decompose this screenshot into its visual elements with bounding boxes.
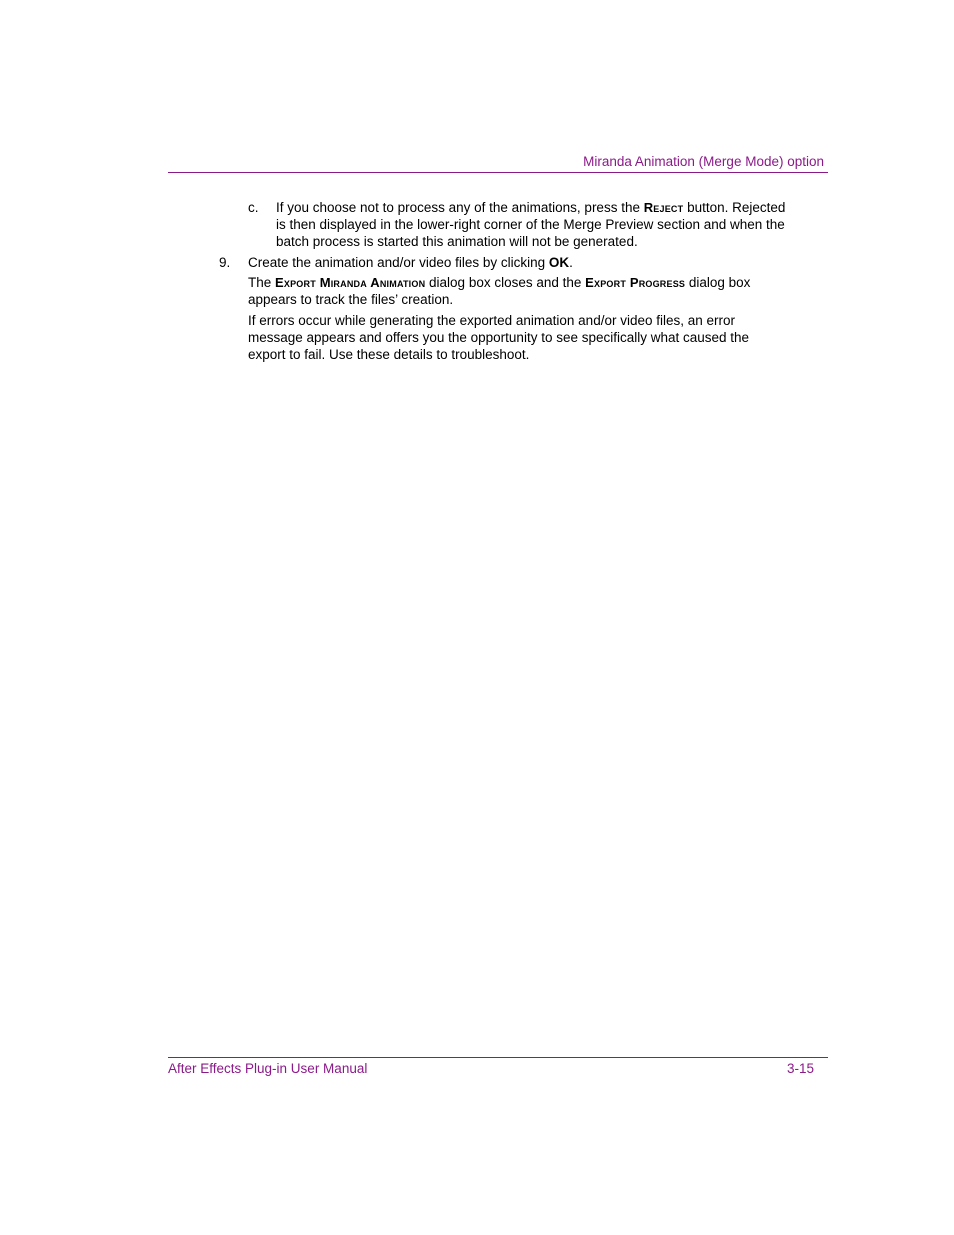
step-9-paragraph-3: If errors occur while generating the exported animation and/or video files, an error message appears and offers you the opportunity to see specifically what caused the export to fail. Use these details to troubleshoot. bbox=[248, 312, 750, 363]
export-progress-dialog-label: Export Progress bbox=[585, 275, 686, 291]
step-9-para2-text-2: dialog box closes and the bbox=[425, 275, 586, 291]
step-c bbox=[248, 199, 788, 251]
step-9-text-1: Create the animation and/or video files by clicking bbox=[248, 255, 549, 270]
step-9-content bbox=[248, 254, 788, 363]
footer-manual-title: After Effects Plug-in User Manual bbox=[168, 1061, 368, 1076]
step-c-marker: c. bbox=[248, 200, 259, 215]
footer-page-number: 3-15 bbox=[786, 1061, 814, 1076]
ok-button-label: OK bbox=[548, 255, 570, 270]
running-header-title: Miranda Animation (Merge Mode) option bbox=[583, 154, 824, 169]
export-miranda-animation-dialog-label: Export Miranda Animation bbox=[275, 275, 426, 291]
step-9-para2-text-1: The bbox=[248, 275, 276, 291]
step-9-para2-text-3: dialog box appears to track the files’ creation. bbox=[248, 275, 751, 308]
step-9-paragraph-2 bbox=[248, 274, 788, 308]
reject-button-label: Reject bbox=[643, 200, 684, 215]
footer-divider bbox=[168, 1057, 828, 1058]
step-9 bbox=[219, 254, 789, 363]
header-divider bbox=[168, 172, 828, 173]
step-9-text-2: . bbox=[569, 255, 573, 270]
step-c-text-2: button. Rejected is then displayed in the lower-right corner of the Merge Preview section and when the batch process is started this animation will not be generated. bbox=[276, 200, 786, 250]
step-c-text-1: If you choose not to process any of the animations, press the bbox=[276, 200, 644, 215]
step-c-content bbox=[276, 199, 786, 251]
step-9-marker: 9. bbox=[219, 255, 231, 270]
step-9-paragraph-1 bbox=[248, 254, 788, 271]
